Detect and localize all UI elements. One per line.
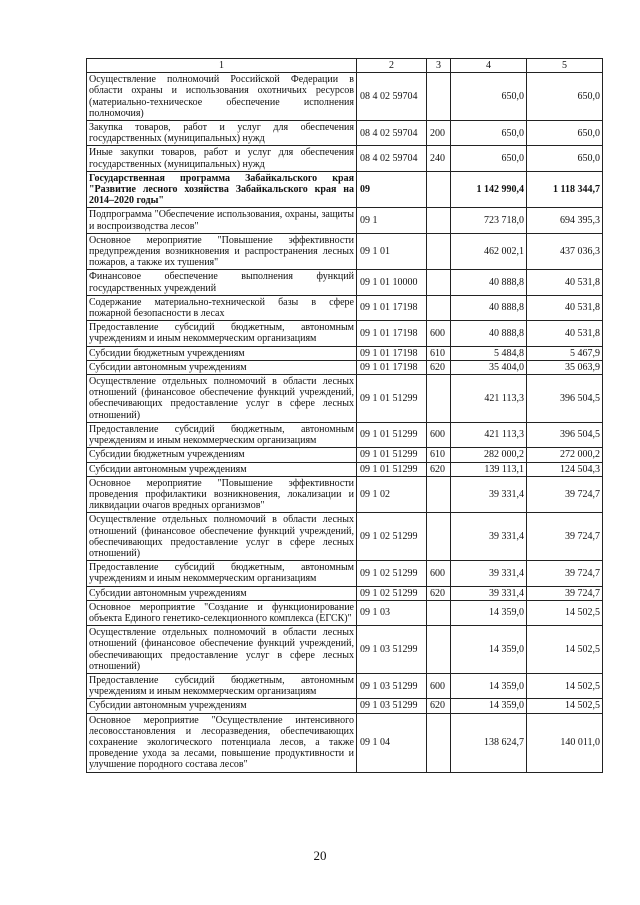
row-code-cell: 08 4 02 59704 [357,121,427,146]
table-row [87,561,603,586]
row-sum-cell: 437 036,3 [527,233,603,270]
row-name-cell: Осуществление полномочий Российской Федерации в области охраны и использования охотничьих ресурсов (материально-техническое обеспечение исполнения полномочия) [87,73,357,121]
row-sum-cell: 650,0 [527,73,603,121]
row-vr-cell: 620 [427,699,451,713]
budget-table [86,58,603,773]
table-row [87,422,603,447]
header-cell: 2 [357,59,427,73]
row-vr-cell: 200 [427,121,451,146]
table-row [87,146,603,171]
row-sum-cell: 40 531,8 [527,270,603,295]
row-vr-cell [427,513,451,561]
table-row [87,476,603,513]
row-sum-cell: 14 502,5 [527,673,603,698]
row-name-cell: Закупка товаров, работ и услуг для обеспечения государственных (муниципальных) нужд [87,121,357,146]
row-vr-cell: 600 [427,673,451,698]
row-sum-cell: 421 113,3 [451,422,527,447]
row-code-cell: 09 1 02 51299 [357,561,427,586]
table-row [87,713,603,772]
table-row [87,699,603,713]
row-code-cell: 09 1 02 51299 [357,586,427,600]
row-name-cell: Основное мероприятие "Создание и функционирование объекта Единого генетико-селекционного комплекса (ЕГСК)" [87,600,357,625]
table-header-row [87,59,603,73]
row-code-cell: 09 1 03 51299 [357,626,427,674]
row-sum-cell: 14 359,0 [451,600,527,625]
table-row [87,295,603,320]
row-sum-cell: 1 118 344,7 [527,171,603,208]
row-sum-cell: 39 331,4 [451,561,527,586]
row-code-cell: 08 4 02 59704 [357,146,427,171]
row-sum-cell: 39 724,7 [527,586,603,600]
row-name-cell: Финансовое обеспечение выполнения функций государственных учреждений [87,270,357,295]
row-vr-cell [427,208,451,233]
row-name-cell: Основное мероприятие "Осуществление интенсивного лесовосстановления и лесоразведения, обеспечивающих сохранение экологического потенциала лесов, а также проведение ухода за лесами, повышение продуктивности и улучшение породного состава лесов" [87,713,357,772]
table-row [87,586,603,600]
table-row [87,270,603,295]
row-sum-cell: 5 484,8 [451,346,527,360]
row-code-cell: 09 1 01 17198 [357,346,427,360]
table-row [87,171,603,208]
row-sum-cell: 39 724,7 [527,513,603,561]
row-sum-cell: 396 504,5 [527,422,603,447]
row-vr-cell [427,476,451,513]
row-code-cell: 09 [357,171,427,208]
row-name-cell: Субсидии автономным учреждениям [87,360,357,374]
table-row [87,448,603,462]
header-cell: 1 [87,59,357,73]
row-name-cell: Предоставление субсидий бюджетным, автономным учреждениям и иным некоммерческим организациям [87,422,357,447]
row-code-cell: 09 1 01 51299 [357,462,427,476]
row-vr-cell: 600 [427,561,451,586]
row-sum-cell: 650,0 [527,121,603,146]
row-sum-cell: 650,0 [527,146,603,171]
row-name-cell: Предоставление субсидий бюджетным, автономным учреждениям и иным некоммерческим организациям [87,321,357,346]
row-sum-cell: 723 718,0 [451,208,527,233]
table-row [87,462,603,476]
row-name-cell: Осуществление отдельных полномочий в области лесных отношений (финансовое обеспечение функций учреждений, обеспечивающих предоставление услуг в сфере лесных отношений) [87,375,357,423]
row-code-cell: 09 1 01 [357,233,427,270]
row-vr-cell: 610 [427,346,451,360]
row-code-cell: 09 1 01 51299 [357,375,427,423]
row-code-cell: 09 1 01 51299 [357,448,427,462]
row-vr-cell: 240 [427,146,451,171]
row-vr-cell [427,233,451,270]
row-code-cell: 09 1 02 [357,476,427,513]
row-vr-cell [427,713,451,772]
row-code-cell: 09 1 03 51299 [357,699,427,713]
header-cell: 5 [527,59,603,73]
row-name-cell: Содержание материально-технической базы в сфере пожарной безопасности в лесах [87,295,357,320]
row-sum-cell: 140 011,0 [527,713,603,772]
row-sum-cell: 14 359,0 [451,699,527,713]
row-sum-cell: 14 359,0 [451,673,527,698]
row-sum-cell: 5 467,9 [527,346,603,360]
row-vr-cell: 600 [427,422,451,447]
row-name-cell: Субсидии автономным учреждениям [87,586,357,600]
row-code-cell: 09 1 01 10000 [357,270,427,295]
row-code-cell: 09 1 01 17198 [357,295,427,320]
row-name-cell: Подпрограмма "Обеспечение использования, охраны, защиты и воспроизводства лесов" [87,208,357,233]
table-row [87,513,603,561]
row-sum-cell: 462 002,1 [451,233,527,270]
row-sum-cell: 396 504,5 [527,375,603,423]
row-vr-cell: 620 [427,360,451,374]
row-vr-cell: 620 [427,462,451,476]
row-name-cell: Осуществление отдельных полномочий в области лесных отношений (финансовое обеспечение функций учреждений, обеспечивающих предоставление услуг в сфере лесных отношений) [87,626,357,674]
row-sum-cell: 35 063,9 [527,360,603,374]
row-sum-cell: 40 888,8 [451,270,527,295]
row-sum-cell: 39 331,4 [451,586,527,600]
row-sum-cell: 282 000,2 [451,448,527,462]
row-code-cell: 09 1 01 51299 [357,422,427,447]
row-sum-cell: 40 531,8 [527,295,603,320]
row-name-cell: Предоставление субсидий бюджетным, автономным учреждениям и иным некоммерческим организациям [87,673,357,698]
header-cell: 4 [451,59,527,73]
row-code-cell: 09 1 [357,208,427,233]
row-sum-cell: 39 724,7 [527,476,603,513]
row-sum-cell: 39 331,4 [451,476,527,513]
row-sum-cell: 650,0 [451,73,527,121]
row-code-cell: 09 1 03 51299 [357,673,427,698]
row-sum-cell: 40 531,8 [527,321,603,346]
row-sum-cell: 39 724,7 [527,561,603,586]
table-row [87,73,603,121]
row-vr-cell [427,295,451,320]
row-name-cell: Основное мероприятие "Повышение эффективности проведения профилактики возникновения, локализации и ликвидации очагов вредных организмов" [87,476,357,513]
row-name-cell: Иные закупки товаров, работ и услуг для обеспечения государственных (муниципальных) нужд [87,146,357,171]
row-sum-cell: 138 624,7 [451,713,527,772]
row-code-cell: 08 4 02 59704 [357,73,427,121]
header-cell: 3 [427,59,451,73]
row-sum-cell: 650,0 [451,121,527,146]
table-row [87,626,603,674]
row-name-cell: Государственная программа Забайкальского края "Развитие лесного хозяйства Забайкальского края на 2014–2020 годы" [87,171,357,208]
page-number: 20 [313,848,327,863]
row-code-cell: 09 1 01 17198 [357,360,427,374]
row-vr-cell [427,375,451,423]
row-sum-cell: 272 000,2 [527,448,603,462]
table-row [87,673,603,698]
row-vr-cell: 600 [427,321,451,346]
row-sum-cell: 40 888,8 [451,321,527,346]
table-row [87,121,603,146]
row-sum-cell: 1 142 990,4 [451,171,527,208]
table-row [87,233,603,270]
row-name-cell: Основное мероприятие "Повышение эффективности предупреждения возникновения и распространения лесных пожаров, а также их тушения" [87,233,357,270]
row-vr-cell [427,600,451,625]
row-name-cell: Предоставление субсидий бюджетным, автономным учреждениям и иным некоммерческим организациям [87,561,357,586]
row-vr-cell [427,73,451,121]
row-vr-cell: 610 [427,448,451,462]
row-code-cell: 09 1 02 51299 [357,513,427,561]
row-sum-cell: 14 502,5 [527,626,603,674]
table-row [87,360,603,374]
row-sum-cell: 421 113,3 [451,375,527,423]
row-sum-cell: 14 502,5 [527,600,603,625]
table-row [87,321,603,346]
row-sum-cell: 139 113,1 [451,462,527,476]
table-row [87,600,603,625]
row-sum-cell: 35 404,0 [451,360,527,374]
row-vr-cell [427,171,451,208]
row-vr-cell [427,626,451,674]
row-vr-cell [427,270,451,295]
row-name-cell: Субсидии автономным учреждениям [87,699,357,713]
row-sum-cell: 694 395,3 [527,208,603,233]
row-code-cell: 09 1 01 17198 [357,321,427,346]
row-code-cell: 09 1 04 [357,713,427,772]
row-sum-cell: 40 888,8 [451,295,527,320]
row-sum-cell: 14 359,0 [451,626,527,674]
row-sum-cell: 39 331,4 [451,513,527,561]
row-vr-cell: 620 [427,586,451,600]
row-name-cell: Субсидии бюджетным учреждениям [87,448,357,462]
row-code-cell: 09 1 03 [357,600,427,625]
row-sum-cell: 124 504,3 [527,462,603,476]
table-row [87,346,603,360]
row-sum-cell: 14 502,5 [527,699,603,713]
table-row [87,208,603,233]
table-row [87,375,603,423]
row-name-cell: Осуществление отдельных полномочий в области лесных отношений (финансовое обеспечение функций учреждений, обеспечивающих предоставление услуг в сфере лесных отношений) [87,513,357,561]
row-name-cell: Субсидии бюджетным учреждениям [87,346,357,360]
row-sum-cell: 650,0 [451,146,527,171]
row-name-cell: Субсидии автономным учреждениям [87,462,357,476]
